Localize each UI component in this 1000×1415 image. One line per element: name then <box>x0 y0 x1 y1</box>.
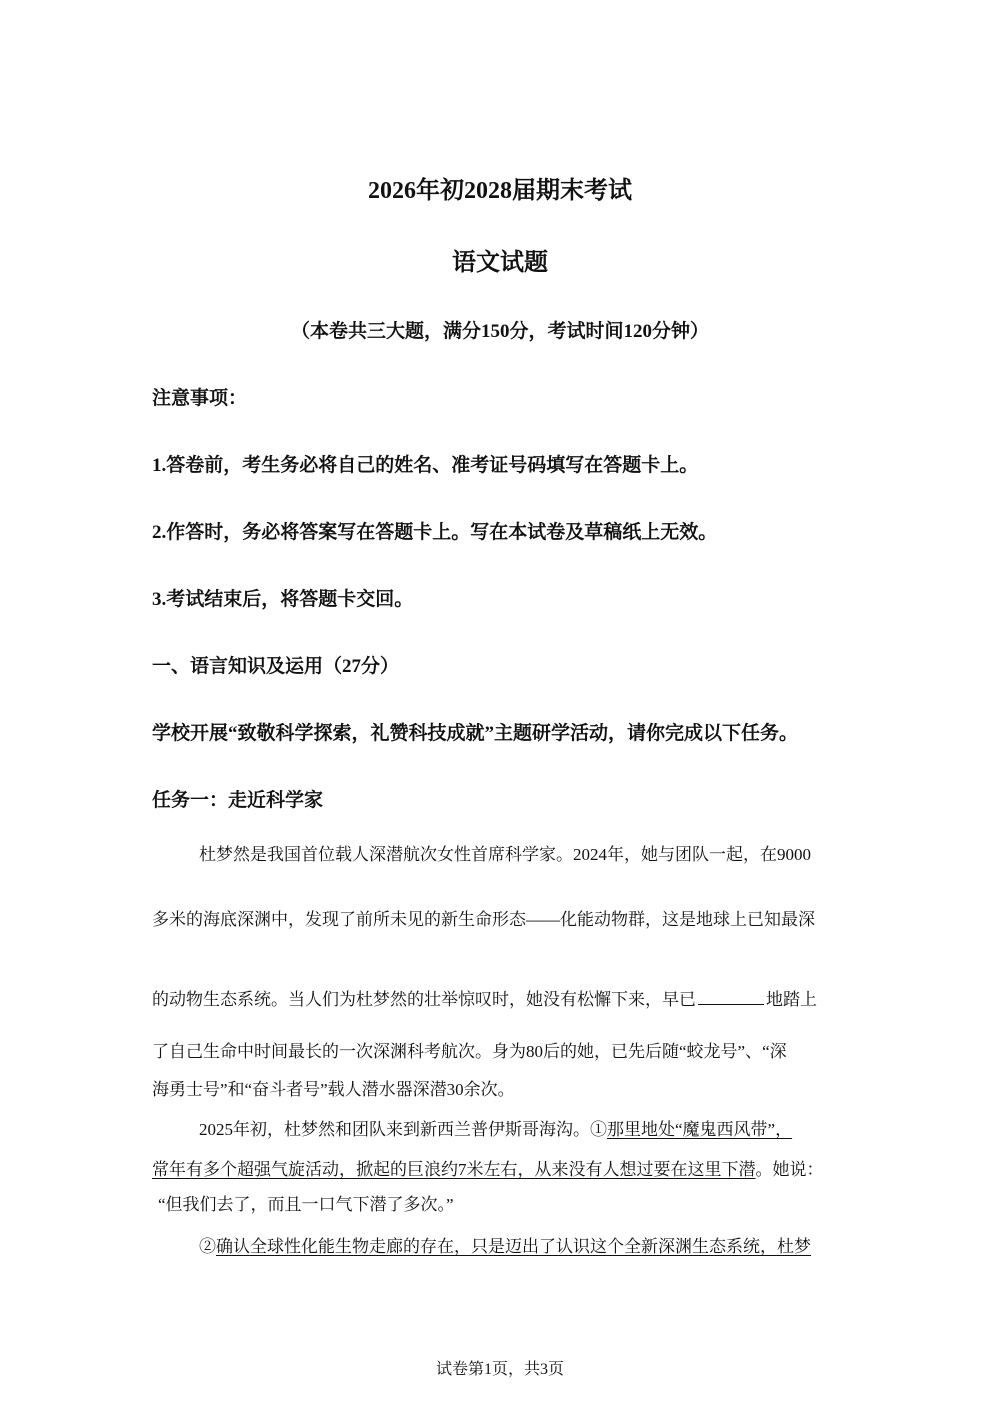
fill-in-blank <box>698 987 764 1005</box>
note-item-1: 1.答卷前，考生务必将自己的姓名、准考证号码填写在答题卡上。 <box>152 455 699 476</box>
sentence-marker: ② <box>199 1237 216 1256</box>
note-item-3: 3.考试结束后，将答题卡交回。 <box>152 589 414 610</box>
task-heading: 任务一：走近科学家 <box>152 790 324 811</box>
page-footer: 试卷第1页，共3页 <box>435 1361 564 1378</box>
passage-line <box>199 1115 792 1140</box>
passage-line <box>152 1155 824 1180</box>
passage-text: 的动物生态系统。当人们为杜梦然的壮举惊叹时，她没有松懈下来，早已 <box>152 990 696 1009</box>
note-item-2: 2.作答时，务必将答案写在答题卡上。写在本试卷及草稿纸上无效。 <box>152 522 718 543</box>
passage-line: 杜梦然是我国首位载人深潜航次女性首席科学家。2024年，她与团队一起，在9000 <box>199 845 811 864</box>
exam-title: 2026年初2028届期末考试 <box>368 178 632 204</box>
passage-text: 地踏上 <box>766 990 817 1009</box>
passage-text: 。她说： <box>755 1160 824 1179</box>
subject-title: 语文试题 <box>452 250 548 276</box>
section-heading: 一、语言知识及运用（27分） <box>152 656 400 677</box>
underlined-sentence: 那里地处“魔鬼西风带”， <box>607 1120 793 1139</box>
section-intro: 学校开展“致敬科学探索，礼赞科技成就”主题研学活动，请你完成以下任务。 <box>152 723 799 744</box>
passage-line: 了自己生命中时间最长的一次深渊科考航次。身为80后的她，已先后随“蛟龙号”、“深 <box>152 1042 787 1061</box>
passage-line-with-blank <box>152 985 817 1010</box>
passage-line <box>199 1232 811 1257</box>
passage-text: 2025年初，杜梦然和团队来到新西兰普伊斯哥海沟。① <box>199 1120 607 1139</box>
underlined-sentence: 常年有多个超强气旋活动，掀起的巨浪约7米左右，从来没有人想过要在这里下潜 <box>152 1160 756 1179</box>
notes-heading: 注意事项： <box>152 388 248 409</box>
underlined-sentence: 确认全球性化能生物走廊的存在，只是迈出了认识这个全新深渊生态系统，杜梦 <box>216 1237 811 1256</box>
exam-info: （本卷共三大题，满分150分，考试时间120分钟） <box>290 321 709 342</box>
passage-line: “但我们去了，而且一口气下潜了多次。” <box>158 1195 454 1214</box>
passage-line: 海勇士号”和“奋斗者号”载人潜水器深潜30余次。 <box>152 1080 515 1099</box>
passage-line: 多米的海底深渊中，发现了前所未见的新生命形态——化能动物群，这是地球上已知最深 <box>152 910 815 929</box>
